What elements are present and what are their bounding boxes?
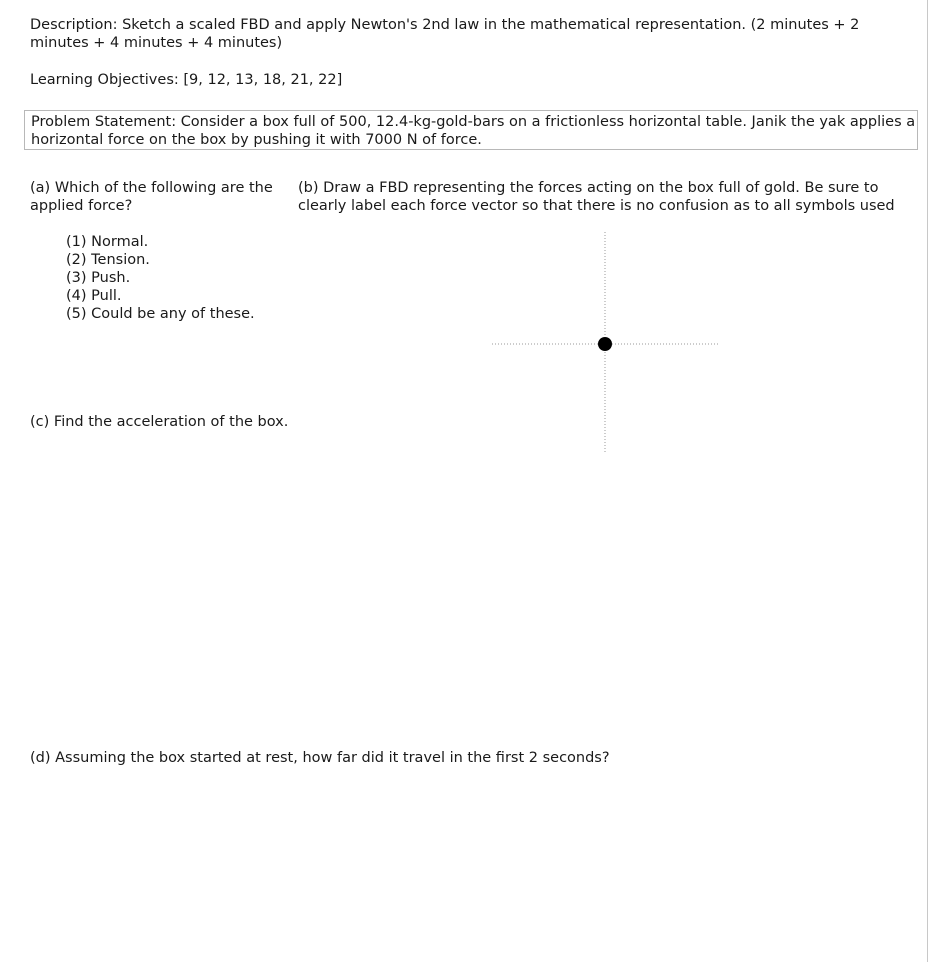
part-c bbox=[30, 413, 292, 431]
part-d-label: (d) bbox=[30, 750, 51, 766]
answer-options bbox=[66, 233, 255, 323]
problem-label: Problem Statement: bbox=[31, 114, 177, 130]
part-d-question: Assuming the box started at rest, how far did it travel in the first 2 seconds? bbox=[55, 750, 610, 766]
learning-objectives bbox=[30, 71, 890, 89]
option-tension[interactable]: (2) Tension. bbox=[66, 252, 150, 268]
part-c-label: (c) bbox=[30, 414, 50, 430]
objectives-text: [9, 12, 13, 18, 21, 22] bbox=[183, 72, 343, 88]
description-text: Sketch a scaled FBD and apply Newton's 2nd law in the mathematical representation. (2 minutes + 2 minutes + 4 minutes + 4 minutes) bbox=[30, 17, 860, 51]
option-pull[interactable]: (4) Pull. bbox=[66, 288, 122, 304]
part-a bbox=[30, 179, 292, 215]
part-d bbox=[30, 749, 890, 767]
option-push[interactable]: (3) Push. bbox=[66, 270, 131, 286]
problem-text: Consider a box full of 500, 12.4-kg-gold-bars on a frictionless horizontal table. Janik the yak applies a horizontal force on the box by pushing it with 7000 N of force. bbox=[31, 114, 916, 148]
description bbox=[30, 16, 890, 52]
option-any[interactable]: (5) Could be any of these. bbox=[66, 306, 255, 322]
fbd-object-dot bbox=[598, 337, 612, 351]
part-b-question: Draw a FBD representing the forces acting on the box full of gold. Be sure to clearly label each force vector so that there is no confusion as to all symbols used bbox=[298, 180, 895, 214]
description-label: Description: bbox=[30, 17, 118, 33]
part-b bbox=[298, 179, 918, 215]
fbd-axes bbox=[490, 230, 720, 456]
page-edge bbox=[927, 0, 928, 962]
objectives-label: Learning Objectives: bbox=[30, 72, 179, 88]
part-b-label: (b) bbox=[298, 180, 319, 196]
part-a-label: (a) bbox=[30, 180, 51, 196]
part-a-question: Which of the following are the applied force? bbox=[30, 180, 273, 214]
fbd-drawing-area[interactable] bbox=[490, 230, 720, 456]
option-normal[interactable]: (1) Normal. bbox=[66, 234, 149, 250]
problem-statement bbox=[24, 110, 918, 150]
part-c-question: Find the acceleration of the box. bbox=[53, 414, 289, 430]
